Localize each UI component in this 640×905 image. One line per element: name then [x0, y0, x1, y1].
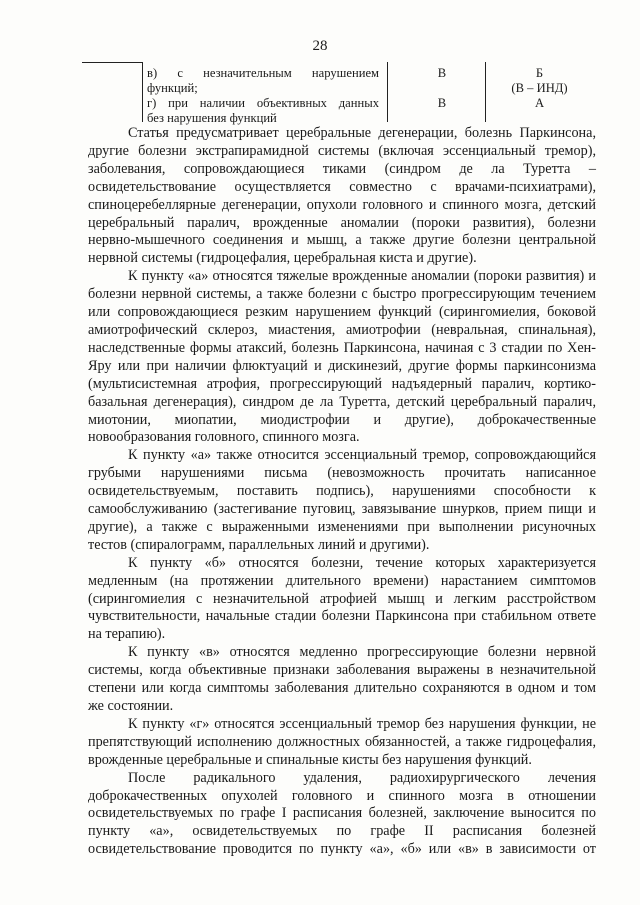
text-line: степени или когда симптомы заболевания длительно сохраняются в одном и том: [88, 680, 596, 697]
text-line: освидетельствование проводится по пункту «а», «б» или «в» в зависимости от: [88, 841, 596, 858]
text-line: медленным (на протяжении длительного времени) нарастанием симптомов: [88, 572, 596, 589]
table-border-left: [142, 62, 143, 122]
text-line: Статья предусматривает церебральные дегенерации, болезнь Паркинсона,: [128, 125, 596, 141]
text-line: новообразования головного, спинного мозга.: [88, 429, 360, 446]
text-line: грубыми нарушениями письма (невозможность прочитать написанное: [88, 465, 596, 482]
paragraph-5: [88, 644, 596, 716]
text-line: препятствующий исполнению должностных обязанностей, а также гидроцефалия,: [88, 733, 596, 750]
text-line: К пункту «а» также относится эссенциальный тремор, сопровождающийся: [128, 447, 596, 464]
text-line: самообслуживанию (застегивание пуговиц, завязывание шнурков, прием пищи и: [88, 501, 596, 518]
text-line: После радикального удаления, радиохирургического лечения: [128, 769, 596, 786]
text-line: К пункту «б» относятся болезни, течение которых характеризуется: [128, 554, 596, 571]
text-line: К пункту «г» относятся эссенциальный тремор без нарушения функции, не: [128, 715, 596, 732]
text-line: нервно-мышечного соединения и мышц, а также другие болезни центральной: [88, 232, 596, 249]
text-line: врожденные церебральные и спинальные кисты без нарушения функций.: [88, 751, 532, 768]
paragraph-6: [88, 716, 596, 770]
row-g-col1: В: [437, 96, 447, 110]
paragraph-1: [88, 125, 596, 268]
text-line: (сирингомиелия с незначительной атрофией мышц и легким расстройством: [88, 590, 596, 607]
text-line: Яру или при наличии флюктуаций и дискинезий, другие формы паркинсонизма: [88, 357, 596, 374]
text-line: (мультисистемная атрофия, прогрессирующий надъядерный паралич, кортико-: [88, 375, 596, 392]
text-line: же состоянии.: [88, 698, 174, 714]
text-line: К пункту «в» относятся медленно прогрессирующие болезни нервной: [128, 644, 596, 661]
table-border-mid2: [485, 62, 486, 122]
text-line: чувствительности, начальные стадии болезни Паркинсона при стабильном ответе: [88, 608, 596, 625]
table-border-mid1: [387, 62, 388, 122]
paragraph-3: [88, 447, 596, 554]
text-line: болезни нервной системы, а также болезни с быстро прогрессирующим течением: [88, 286, 596, 303]
text-line: другие), а также с выраженными изменениями при выполнении рисуночных: [88, 518, 596, 535]
text-line: доброкачественных опухолей головного и спинного мозга в отношении: [88, 787, 596, 804]
text-line: амиотрофический склероз, миастения, амиотрофии (невральная, спинальная),: [88, 321, 596, 338]
page-number: 28: [312, 38, 328, 54]
text-line: или сопровождающиеся резким нарушением функций (сирингомиелия, боковой: [88, 304, 596, 321]
text-line: на терапию).: [88, 626, 166, 643]
paragraph-2: [88, 268, 596, 447]
text-line: наследственные формы атаксий, болезнь Паркинсона, начиная с 3 стадии по Хен-: [88, 339, 596, 356]
text-line: базальная дегенерация), синдром де ла Туретта, детский церебральный паралич,: [88, 393, 596, 410]
text-line: другие болезни экстрапирамидной системы (включая эссенциальный тремор),: [88, 142, 596, 159]
text-line: К пункту «а» относятся тяжелые врожденные аномалии (пороки развития) и: [128, 268, 596, 285]
text-line: пункту «а», освидетельствуемых по графе II расписания болезней: [88, 823, 596, 840]
paragraph-4: [88, 555, 596, 645]
article-body: [88, 125, 596, 859]
text-line: системы, когда объективные признаки заболевания выражены в незначительной: [88, 662, 596, 679]
paragraph-7: [88, 770, 596, 860]
text-line: миотонии, миопатии, миодистрофии и другие), доброкачественные: [88, 411, 596, 428]
row-g-col2: А: [534, 96, 545, 110]
text-line: тестов (спиралограмм, параллельных линий и другими).: [88, 536, 430, 553]
text-line: нервной системы (гидроцефалия, церебральная киста и другие).: [88, 250, 477, 267]
table-fragment: [82, 62, 587, 125]
text-line: освидетельствование осуществляется совместно с врачами-психиатрами),: [88, 178, 596, 195]
row-v-col2: Б (В – ИНД): [511, 66, 568, 95]
text-line: церебральный паралич, врожденные аномалии (пороки развития), болезни: [88, 214, 596, 231]
row-v-col1: В: [437, 66, 447, 80]
row-v-description: в) с незначительным нарушением функций;: [147, 66, 379, 95]
text-line: освидетельствуемых по графе I расписания болезней, заключение выносится по: [88, 805, 596, 822]
text-line: спиноцеребеллярные дегенерации, опухоли головного и спинного мозга, детский: [88, 196, 596, 213]
text-line: заболевания, сопровождающиеся тиками (синдром де ла Туретта –: [88, 160, 596, 177]
row-g-description: г) при наличии объективных данных без нарушения функций: [147, 96, 379, 125]
table-top-rule: [82, 62, 142, 63]
text-line: освидетельствуемым, поставить подпись), нарушениями способности к: [88, 483, 596, 500]
